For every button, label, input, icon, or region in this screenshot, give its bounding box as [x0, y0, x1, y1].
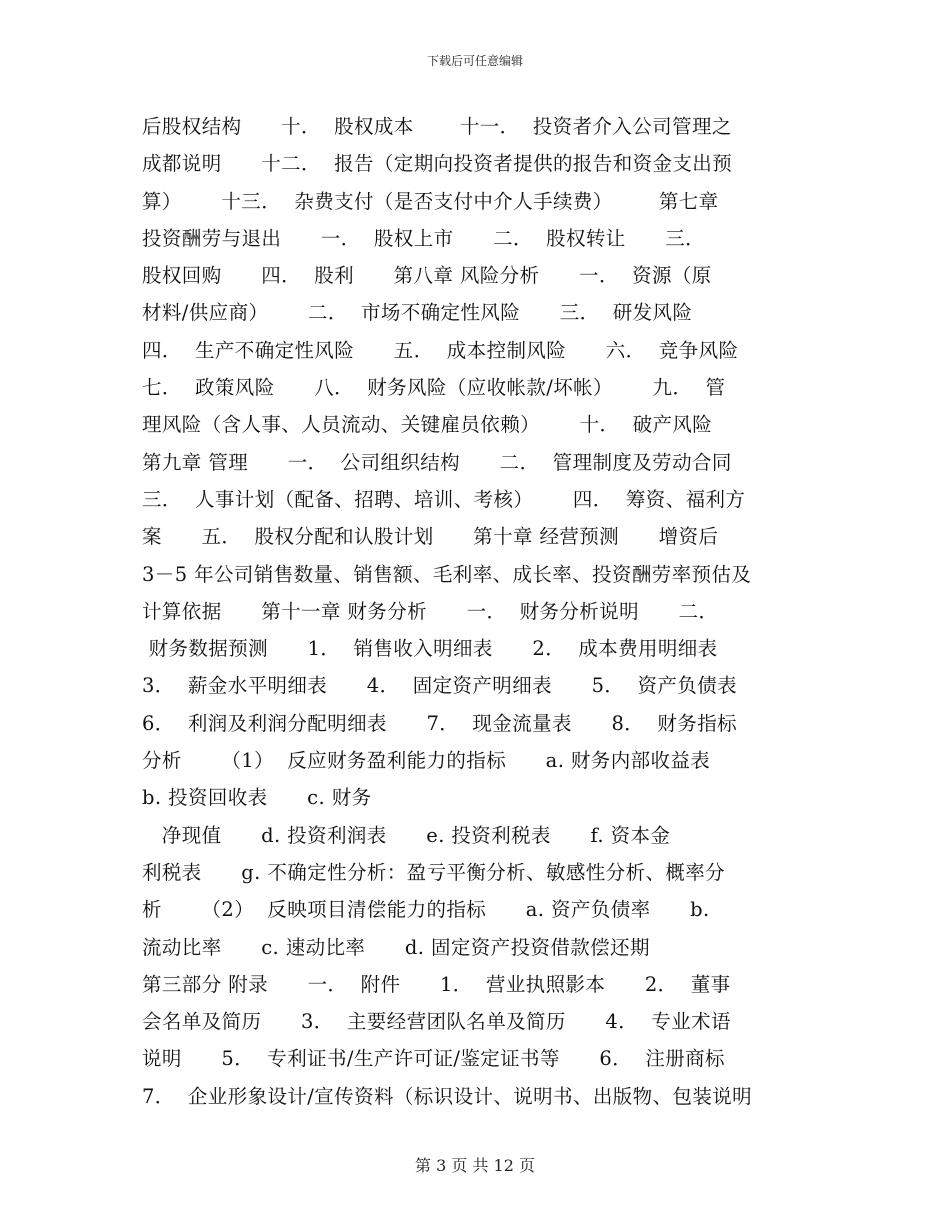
text-line: 成都说明 十二． 报告（定期向投资者提供的报告和资金支出预: [142, 152, 733, 176]
text-line: 材料/供应商） 二． 市场不确定性风险 三． 研发风险: [142, 301, 693, 325]
text-line: 理风险（含人事、人员流动、关键雇员依赖） 十． 破产风险: [142, 413, 713, 437]
text-line: 3． 薪金水平明细表 4． 固定资产明细表 5． 资产负债表: [142, 674, 737, 698]
text-line: 三． 人事计划（配备、招聘、培训、考核） 四． 筹资、福利方: [142, 487, 746, 511]
text-line: 说明 5． 专利证书/生产许可证/鉴定证书等 6． 注册商标: [142, 1047, 725, 1071]
text-line: 案 五． 股权分配和认股计划 第十章 经营预测 增资后: [142, 525, 719, 549]
text-line: 析 （2） 反映项目清偿能力的指标 a. 资产负债率 b.: [142, 898, 710, 922]
text-line: 后股权结构 十． 股权成本 十一． 投资者介入公司管理之: [142, 115, 732, 138]
text-line: 七． 政策风险 八． 财务风险（应收帐款/坏帐） 九． 管: [142, 376, 726, 400]
text-line: 流动比率 c. 速动比率 d. 固定资产投资借款偿还期: [142, 935, 650, 959]
page-number: 第 3 页 共 12 页: [415, 1156, 535, 1175]
text-line: 净现值 d. 投资利润表 e. 投资利税表 f. 资本金: [142, 823, 671, 847]
text-line: 利税表 g. 不确定性分析：盈亏平衡分析、敏感性分析、概率分: [142, 860, 726, 884]
text-line: 第九章 管理 一． 公司组织结构 二． 管理制度及劳动合同: [142, 450, 732, 474]
text-line: 四． 生产不确定性风险 五． 成本控制风险 六． 竞争风险: [142, 338, 739, 362]
text-line: 3－5 年公司销售数量、销售额、毛利率、成长率、投资酬劳率预估及: [142, 562, 752, 586]
text-line: 会名单及简历 3． 主要经营团队名单及简历 4． 专业术语: [142, 1010, 731, 1034]
document-body: [142, 108, 812, 1115]
text-line: 分析 （1） 反应财务盈利能力的指标 a. 财务内部收益表: [142, 749, 711, 773]
text-line: 财务数据预测 1． 销售收入明细表 2． 成本费用明细表: [142, 637, 718, 661]
text-line: b. 投资回收表 c. 财务: [142, 786, 372, 810]
text-line: 股权回购 四． 股利 第八章 风险分析 一． 资源（原: [142, 264, 712, 288]
text-line: 6． 利润及利润分配明细表 7． 现金流量表 8． 财务指标: [142, 711, 737, 735]
page-header: 下载后可任意编辑: [426, 54, 523, 68]
text-line: 第三部分 附录 一． 附件 1． 营业执照影本 2． 董事: [142, 972, 731, 996]
text-line: 7． 企业形象设计/宣传资料（标识设计、说明书、出版物、包装说明: [142, 1084, 753, 1108]
text-line: 算） 十三． 杂费支付（是否支付中介人手续费） 第七章: [142, 189, 719, 213]
text-line: 计算依据 第十一章 财务分析 一． 财务分析说明 二．: [142, 599, 719, 623]
text-line: 投资酬劳与退出 一． 股权上市 二． 股权转让 三．: [142, 226, 706, 250]
